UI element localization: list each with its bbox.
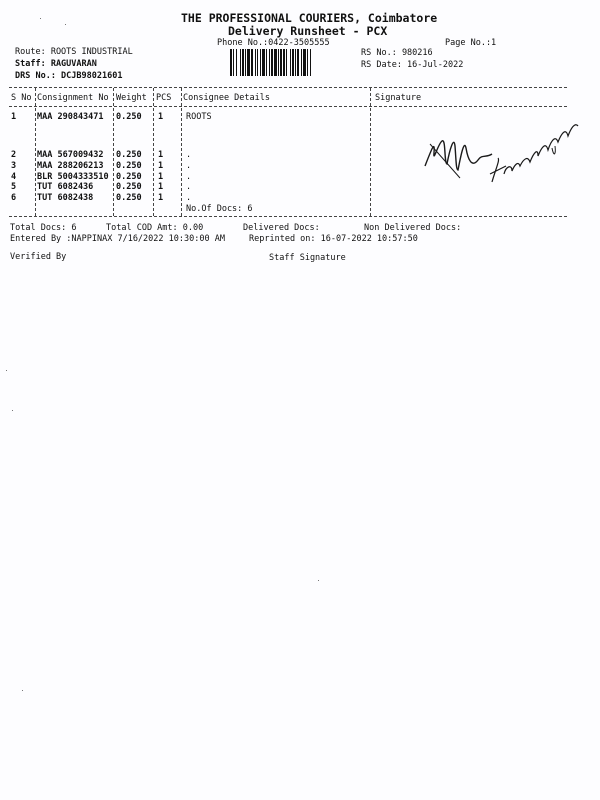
row-sno: 4	[11, 172, 17, 182]
col-divider	[181, 88, 182, 216]
table-bottom-rule	[9, 216, 567, 217]
staff-signature: Staff Signature	[269, 253, 346, 263]
col-header-pcs: PCS	[156, 93, 172, 103]
row-consignment-no: MAA 290843471	[37, 112, 104, 122]
row-pcs: 1	[158, 182, 164, 192]
col-divider	[370, 88, 371, 216]
verified-by: Verified By	[10, 252, 67, 262]
row-weight: 0.250	[116, 182, 142, 192]
non-delivered-docs: Non Delivered Docs:	[364, 223, 462, 233]
col-divider	[35, 88, 36, 216]
col-header-consignment: Consignment No	[37, 93, 109, 103]
row-consignee-details: .	[186, 193, 192, 203]
total-docs: Total Docs: 6	[10, 223, 77, 233]
staff-label: Staff: RAGUVARAN	[15, 59, 97, 69]
barcode-bar	[236, 49, 237, 76]
barcode-bar	[233, 49, 234, 76]
row-consignee-details: .	[186, 150, 192, 160]
scan-speck	[12, 410, 13, 411]
row-pcs: 1	[158, 112, 164, 122]
barcode-bar	[245, 49, 246, 76]
barcode-bar	[242, 49, 244, 76]
barcode-bar	[303, 49, 306, 76]
rs-number: RS No.: 980216	[361, 48, 433, 58]
row-pcs: 1	[158, 172, 164, 182]
phone-number: Phone No.:0422-3505555	[217, 38, 330, 48]
barcode-bar	[278, 49, 279, 76]
barcode-bar	[230, 49, 232, 76]
row-weight: 0.250	[116, 150, 142, 160]
row-weight: 0.250	[116, 193, 142, 203]
col-divider	[113, 88, 114, 216]
col-divider	[153, 88, 154, 216]
barcode-bar	[269, 49, 270, 76]
barcode-bar	[290, 49, 291, 76]
barcode-bar	[240, 49, 241, 76]
total-cod-amount: Total COD Amt: 0.00	[106, 223, 204, 233]
table-header-rule	[9, 106, 567, 107]
barcode-bar	[283, 49, 285, 76]
barcode-bar	[307, 49, 308, 76]
barcode-bar	[301, 49, 302, 76]
barcode-bar	[310, 49, 311, 76]
row-pcs: 1	[158, 193, 164, 203]
scan-speck	[22, 690, 23, 691]
barcode-bar	[286, 49, 287, 76]
barcode-bar	[262, 49, 265, 76]
scan-speck	[6, 370, 7, 371]
row-consignee-details: .	[186, 161, 192, 171]
row-consignee-details: ROOTS	[186, 112, 212, 122]
barcode-bar	[292, 49, 294, 76]
row-pcs: 1	[158, 150, 164, 160]
barcode-bar	[260, 49, 261, 76]
row-sno: 1	[11, 112, 17, 122]
barcode-bar	[280, 49, 282, 76]
col-header-consignee: Consignee Details	[183, 93, 270, 103]
table-top-rule	[9, 87, 567, 88]
delivered-docs: Delivered Docs:	[243, 223, 320, 233]
rs-date: RS Date: 16-Jul-2022	[361, 60, 464, 70]
scan-speck	[40, 18, 41, 19]
row-sno: 3	[11, 161, 17, 171]
row-sno: 6	[11, 193, 17, 203]
row-consignment-no: MAA 288206213	[37, 161, 104, 171]
no-of-docs: No.Of Docs: 6	[186, 204, 253, 214]
handwritten-signature	[420, 108, 585, 193]
runsheet-title: Delivery Runsheet - PCX	[228, 24, 388, 38]
row-consignment-no: TUT 6082438	[37, 193, 94, 203]
row-pcs: 1	[158, 161, 164, 171]
scan-speck	[318, 580, 319, 581]
row-consignment-no: TUT 6082436	[37, 182, 94, 192]
entered-by: Entered By :NAPPINAX 7/16/2022 10:30:00 AM	[10, 234, 225, 244]
barcode-bar	[274, 49, 277, 76]
barcode	[230, 49, 342, 76]
barcode-bar	[295, 49, 296, 76]
company-title: THE PROFESSIONAL COURIERS, Coimbatore	[181, 11, 438, 25]
col-header-weight: Weight	[116, 93, 147, 103]
row-weight: 0.250	[116, 172, 142, 182]
reprinted-on: Reprinted on: 16-07-2022 10:57:50	[249, 234, 418, 244]
barcode-bar	[266, 49, 267, 76]
drs-number: DRS No.: DCJB98021601	[15, 71, 123, 81]
barcode-bar	[255, 49, 256, 76]
barcode-bar	[247, 49, 250, 76]
barcode-bar	[297, 49, 299, 76]
row-consignee-details: .	[186, 172, 192, 182]
page-number: Page No.:1	[445, 38, 497, 48]
row-weight: 0.250	[116, 161, 142, 171]
route-label: Route: ROOTS INDUSTRIAL	[15, 47, 133, 57]
row-sno: 2	[11, 150, 17, 160]
scan-speck	[65, 24, 66, 25]
row-consignment-no: MAA 567009432	[37, 150, 104, 160]
row-consignment-no: BLR 5004333510	[37, 172, 109, 182]
col-header-signature: Signature	[375, 93, 422, 103]
row-sno: 5	[11, 182, 17, 192]
col-header-sno: S No	[11, 93, 32, 103]
barcode-bar	[257, 49, 258, 76]
row-weight: 0.250	[116, 112, 142, 122]
barcode-bar	[271, 49, 273, 76]
row-consignee-details: .	[186, 182, 192, 192]
barcode-bar	[251, 49, 253, 76]
